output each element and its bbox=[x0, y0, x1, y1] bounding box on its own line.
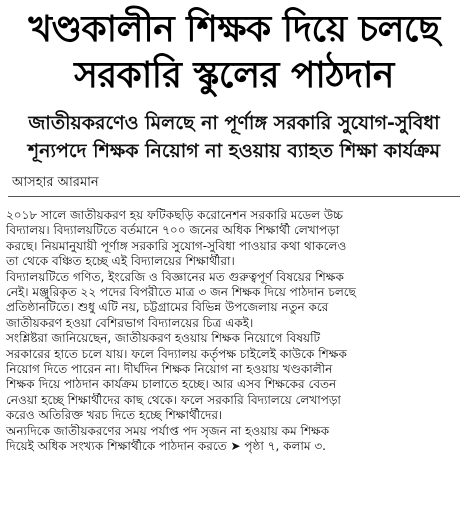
byline: আসহার আরমান bbox=[12, 175, 99, 190]
headline-line-2: সরকারি স্কুলের পাঠদান bbox=[74, 55, 394, 96]
body-line: নেওয়া হচ্ছে শিক্ষার্থীদের কাছ থেকে। ফলে সরকারি বিদ্যালয়ে লেখাপড়া bbox=[6, 392, 341, 407]
body-line-with-jump bbox=[6, 439, 462, 454]
body-line: নিয়োগ দিতে পারেন না। দীর্ঘদিন শিক্ষক নিয়োগ না হওয়ায় খণ্ডকালীন bbox=[6, 362, 333, 377]
article-body bbox=[6, 208, 462, 455]
body-line: প্রতিষ্ঠানটিতে। শুধু এটি নয়, চট্টগ্রামের বিভিন্ন উপজেলায় নতুন করে bbox=[6, 300, 329, 315]
body-line: শিক্ষক দিয়ে পাঠদান কার্যক্রম চালাতে হচ্ছে। আর এসব শিক্ষকের বেতন bbox=[6, 377, 337, 392]
body-line: করেও অতিরিক্ত খরচ দিতে হচ্ছে শিক্ষার্থীদের। bbox=[6, 408, 223, 423]
body-line: সরকারের হাতে চলে যায়। ফলে বিদ্যালয় কর্তৃপক্ষ চাইলেই কাউকে শিক্ষক bbox=[6, 346, 347, 361]
paragraph-4 bbox=[6, 424, 462, 455]
body-line: করছে। নিয়মানুযায়ী পূর্ণাঙ্গ সরকারি সুযোগ-সুবিধা পাওয়ার কথা থাকলেও bbox=[6, 238, 347, 253]
subheadline-line-2: শূন্যপদে শিক্ষক নিয়োগ না হওয়ায় ব্যাহত শিক্ষা কার্যক্রম bbox=[27, 140, 441, 162]
continued-jump-reference: ➤ পৃষ্ঠা ৭, কলাম ৩. bbox=[230, 439, 327, 454]
subheadline-line-1: জাতীয়করণেও মিলছে না পূর্ণাঙ্গ সরকারি সুযোগ-সুবিধা bbox=[28, 112, 440, 134]
body-line: সংশ্লিষ্টরা জানিয়েছেন, জাতীয়করণ হওয়ায় শিক্ষক নিয়োগে বিষয়টি bbox=[6, 331, 321, 346]
body-line: বিদ্যালয়। বিদ্যালয়টিতে বর্তমানে ৭০০ জনের অধিক শিক্ষার্থী লেখাপড়া bbox=[6, 223, 340, 238]
paragraph-2 bbox=[6, 270, 462, 332]
headline-line-1: খণ্ডকালীন শিক্ষক দিয়ে চলছে bbox=[28, 9, 440, 50]
body-line: তা থেকে বঞ্চিত হচ্ছে এই বিদ্যালয়ের শিক্ষার্থীরা। bbox=[6, 254, 235, 269]
body-line: ২০১৮ সালে জাতীয়করণ হয় ফটিকছড়ি করোনেশন সরকারি মডেল উচ্চ bbox=[6, 208, 343, 222]
body-line: বিদ্যালয়টিতে গণিত, ইংরেজি ও বিজ্ঞানের মত গুরুত্বপূর্ণ বিষয়ের শিক্ষক bbox=[6, 269, 344, 284]
byline-divider bbox=[8, 196, 460, 197]
paragraph-1 bbox=[6, 208, 462, 270]
body-line: অন্যদিকে জাতীয়করণের সময় পর্যাপ্ত পদ সৃজন না হওয়ায় কম শিক্ষক bbox=[6, 423, 330, 438]
body-line: নেই। মঞ্জুরিকৃত ২২ পদের বিপরীতে মাত্র ৩ জন শিক্ষক দিয়ে পাঠদান চলছে bbox=[6, 285, 356, 300]
body-line: জাতীয়করণ হওয়া বেশিরভাগ বিদ্যালয়ের চিত্র একই। bbox=[6, 315, 254, 330]
paragraph-3 bbox=[6, 331, 462, 423]
body-line-text: দিয়েই অধিক সংখ্যক শিক্ষার্থীকে পাঠদান করতে bbox=[6, 439, 227, 454]
